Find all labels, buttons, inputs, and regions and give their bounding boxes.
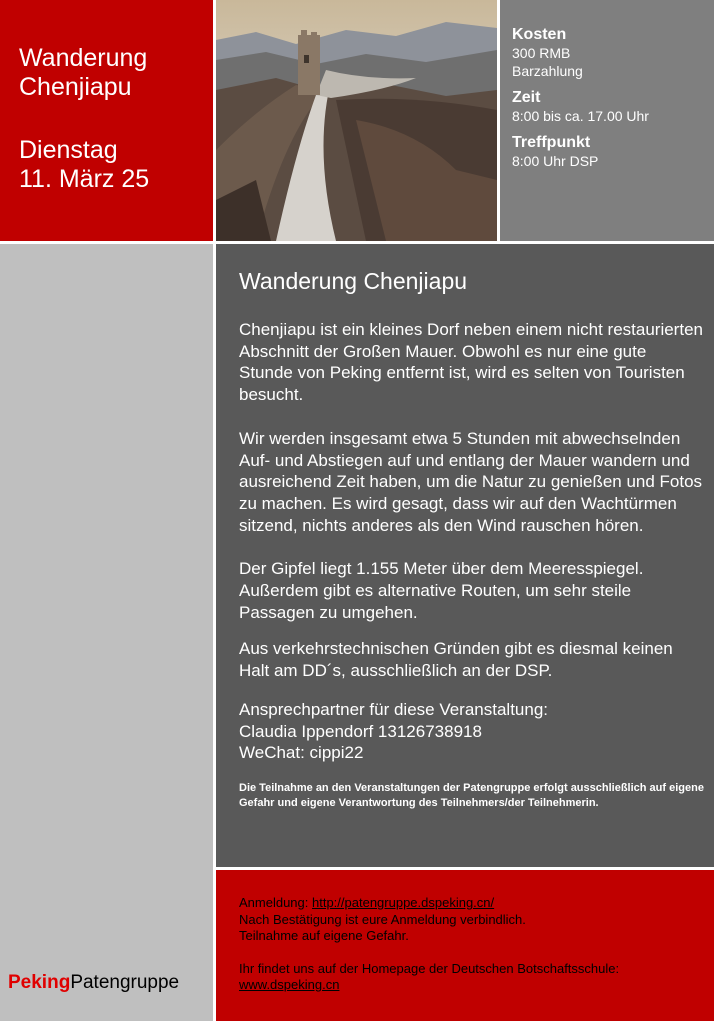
event-date: 11. März 25: [19, 165, 150, 193]
registration-link[interactable]: http://patengruppe.dspeking.cn/: [312, 895, 495, 910]
description-panel: [216, 244, 714, 867]
brand-part-peking: Peking: [8, 972, 71, 993]
homepage-link[interactable]: www.dspeking.cn: [239, 977, 340, 992]
registration-line: [239, 895, 714, 912]
event-title-line2: Chenjiapu: [19, 73, 132, 101]
title-block: [0, 0, 213, 241]
risk-note: Teilnahme auf eigene Gefahr.: [239, 928, 409, 943]
cost-heading: Kosten: [512, 26, 567, 43]
brand-logo: [8, 972, 179, 994]
meeting-point-value: 8:00 Uhr DSP: [512, 153, 599, 169]
description-title: Wanderung Chenjiapu: [239, 268, 468, 294]
contact-wechat: WeChat: cippi22: [239, 743, 364, 763]
disclaimer: Die Teilnahme an den Veranstaltungen der Patengruppe erfolgt ausschließlich auf eigene Gefahr und eigene Verantwortung des Teilnehmers/der Teilnehmerin.: [239, 781, 704, 809]
event-title-line1: Wanderung: [19, 44, 148, 72]
description-paragraph: Aus verkehrstechnischen Gründen gibt es diesmal keinen Halt am DD´s, ausschließlich an der DSP.: [239, 639, 673, 681]
registration-panel: [216, 870, 714, 1021]
event-weekday: Dienstag: [19, 136, 118, 164]
meeting-point-heading: Treffpunkt: [512, 134, 591, 151]
time-value: 8:00 bis ca. 17.00 Uhr: [512, 108, 649, 124]
time-heading: Zeit: [512, 89, 541, 106]
great-wall-photo: [216, 0, 497, 241]
brand-part-patengruppe: Patengruppe: [70, 972, 180, 993]
info-block: [500, 0, 714, 241]
cost-value: 300 RMB: [512, 45, 571, 61]
description-paragraph: Chenjiapu ist ein kleines Dorf neben einem nicht restaurierten Abschnitt der Großen Mauer. Obwohl es nur eine gute Stunde von Peking entfernt ist, wird es selten von Touristen besucht.: [239, 320, 703, 405]
description-paragraph: Der Gipfel liegt 1.155 Meter über dem Meeresspiegel. Außerdem gibt es alternative Routen, um sehr steile Passagen zu umgehen.: [239, 559, 644, 622]
contact-info: [239, 699, 704, 764]
homepage-note: Ihr findet uns auf der Homepage der Deutschen Botschaftsschule:: [239, 960, 620, 976]
registration-label: Anmeldung:: [239, 895, 312, 910]
confirmation-note: Nach Bestätigung ist eure Anmeldung verbindlich.: [239, 911, 526, 927]
left-column: [0, 244, 213, 1021]
contact-label: Ansprechpartner für diese Veranstaltung:: [239, 699, 549, 719]
description-paragraph: Wir werden insgesamt etwa 5 Stunden mit abwechselnden Auf- und Abstiegen auf und entlang der Mauer wandern und ausreichend Zeit haben, um die Natur zu genießen und Fotos zu machen. Es wird gesagt, dass wir auf den Wachtürmen sitzend, nichts anderes als den Wind rauschen hören.: [239, 428, 703, 535]
cost-note: Barzahlung: [512, 63, 583, 79]
contact-person: Claudia Ippendorf 13126738918: [239, 721, 482, 741]
